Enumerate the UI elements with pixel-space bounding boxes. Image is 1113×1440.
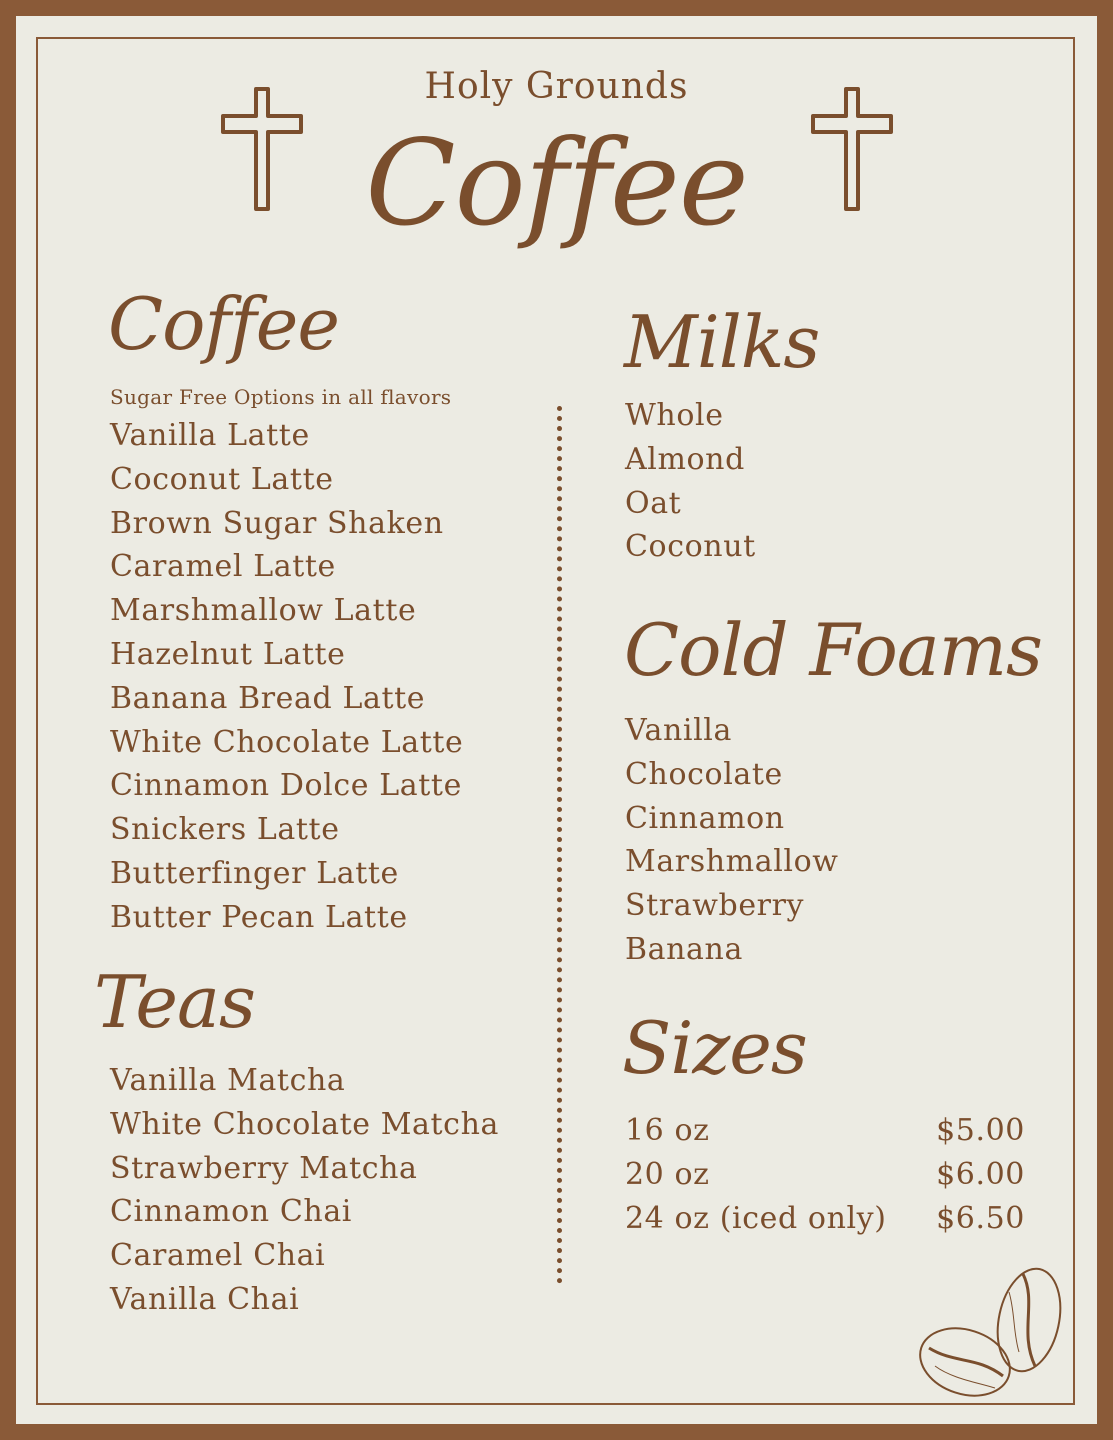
- list-item: Whole: [625, 398, 724, 433]
- list-item: Hazelnut Latte: [110, 636, 346, 672]
- list-item: Strawberry Matcha: [110, 1150, 418, 1186]
- size-row: [625, 1197, 1025, 1241]
- list-item: Butter Pecan Latte: [110, 899, 408, 935]
- list-item: Strawberry: [625, 888, 805, 924]
- coffee-list: [110, 414, 463, 940]
- list-item: Snickers Latte: [110, 812, 340, 848]
- list-item: Banana Bread Latte: [110, 680, 426, 716]
- list-item: Butterfinger Latte: [110, 855, 399, 891]
- coffee-section-title: Coffee: [108, 282, 339, 366]
- size-label: 16 oz: [625, 1113, 710, 1148]
- list-item: Vanilla: [625, 713, 732, 748]
- list-item: Marshmallow Latte: [110, 593, 417, 629]
- list-item: Caramel Chai: [110, 1238, 326, 1274]
- list-item: White Chocolate Latte: [110, 724, 464, 760]
- milks-section-title: Milks: [624, 300, 820, 384]
- size-row: [625, 1153, 1025, 1197]
- cold-foams-section-title: Cold Foams: [624, 608, 1042, 692]
- list-item: Cinnamon Dolce Latte: [110, 768, 462, 804]
- brand-name: Holy Grounds: [424, 66, 689, 107]
- list-item: Caramel Latte: [110, 549, 336, 585]
- milks-list: [625, 394, 756, 569]
- menu-page: [16, 16, 1097, 1424]
- main-title: Coffee: [365, 114, 748, 252]
- list-item: Brown Sugar Shaken: [110, 505, 444, 541]
- cross-icon: [220, 86, 304, 212]
- size-label: 24 oz (iced only): [625, 1201, 887, 1236]
- size-row: [625, 1109, 1025, 1153]
- size-price: $6.00: [936, 1157, 1025, 1192]
- sizes-table: [625, 1109, 1025, 1241]
- list-item: White Chocolate Matcha: [110, 1106, 499, 1142]
- list-item: Coconut: [625, 529, 756, 565]
- coffee-beans-icon: [911, 1252, 1071, 1402]
- list-item: Marshmallow: [625, 844, 839, 880]
- size-label: 20 oz: [625, 1157, 710, 1192]
- list-item: Vanilla Matcha: [110, 1063, 346, 1098]
- list-item: Chocolate: [625, 756, 783, 792]
- list-item: Cinnamon Chai: [110, 1194, 352, 1230]
- size-price: $6.50: [936, 1201, 1025, 1236]
- list-item: Oat: [625, 485, 682, 521]
- teas-section-title: Teas: [94, 960, 255, 1044]
- cold-foams-list: [625, 709, 839, 972]
- cross-icon: [810, 86, 894, 212]
- list-item: Coconut Latte: [110, 461, 334, 497]
- list-item: Cinnamon: [625, 800, 785, 836]
- column-divider: [557, 406, 562, 1284]
- sugar-free-note: Sugar Free Options in all flavors: [110, 385, 452, 409]
- list-item: Almond: [625, 441, 745, 477]
- size-price: $5.00: [936, 1113, 1025, 1148]
- teas-list: [110, 1059, 499, 1322]
- list-item: Banana: [625, 931, 743, 967]
- list-item: Vanilla Latte: [110, 418, 310, 453]
- sizes-section-title: Sizes: [622, 1006, 807, 1090]
- list-item: Vanilla Chai: [110, 1281, 300, 1317]
